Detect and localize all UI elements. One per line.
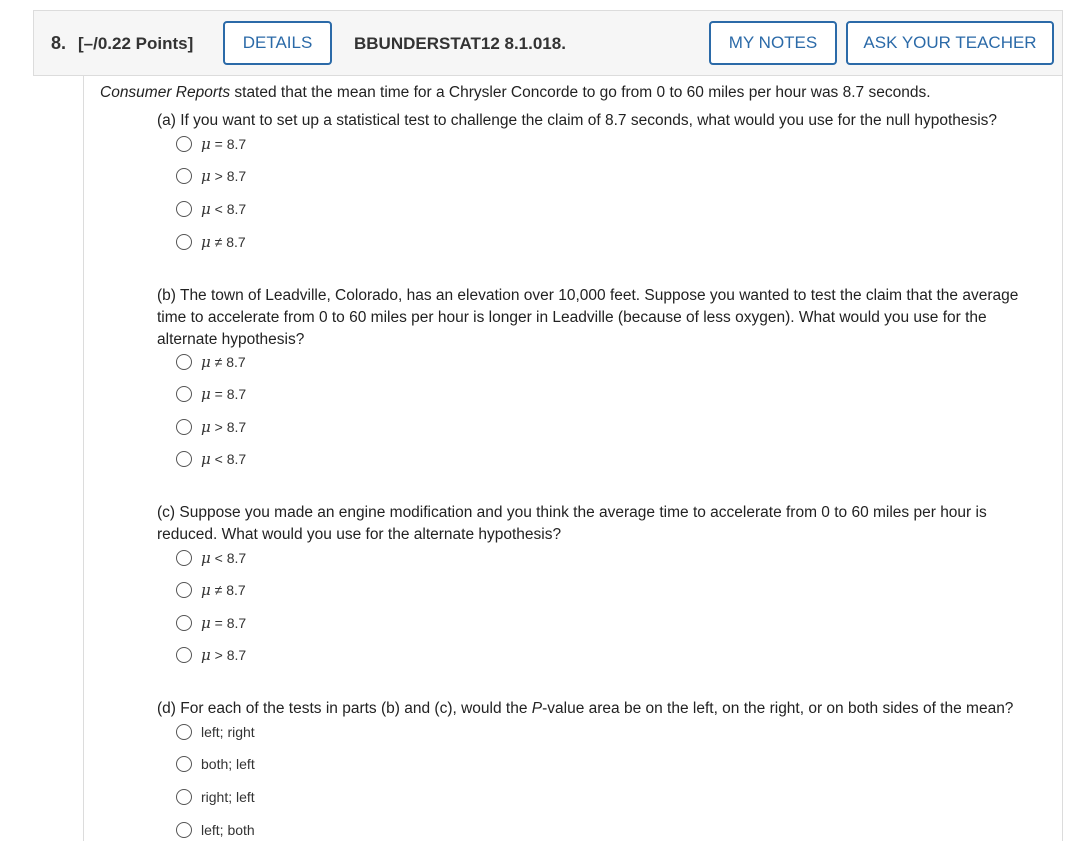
problem-id: BBUNDERSTAT12 8.1.018. — [354, 34, 566, 53]
prompt-text: (d) For each of the tests in parts (b) and (c), would the — [157, 700, 532, 717]
radio-button[interactable] — [176, 647, 192, 663]
mu-symbol: μ — [201, 418, 211, 436]
intro-text: stated that the mean time for a Chrysler Concorde to go from 0 to 60 miles per hour was 8.7 seconds. — [230, 84, 931, 101]
part-d-prompt — [157, 698, 1037, 720]
mu-symbol: μ — [201, 581, 211, 599]
part-a-option[interactable] — [176, 133, 376, 155]
radio-button[interactable] — [176, 419, 192, 435]
radio-button[interactable] — [176, 386, 192, 402]
part-a-option[interactable] — [176, 165, 376, 187]
mu-symbol: μ — [201, 233, 211, 251]
radio-button[interactable] — [176, 582, 192, 598]
part-c-option[interactable] — [176, 612, 376, 634]
part-a-option[interactable] — [176, 231, 376, 253]
option-text: > 8.7 — [210, 647, 247, 663]
option-text: both; left — [201, 756, 255, 772]
p-symbol: P — [531, 700, 543, 717]
mu-symbol: μ — [201, 135, 211, 153]
option-text: < 8.7 — [210, 201, 247, 217]
part-c-option[interactable] — [176, 579, 376, 601]
mu-symbol: μ — [201, 167, 211, 185]
option-text: ≠ 8.7 — [210, 582, 246, 598]
part-c-option[interactable] — [176, 547, 376, 569]
radio-button[interactable] — [176, 550, 192, 566]
part-b-option[interactable] — [176, 448, 376, 470]
my-notes-button[interactable]: MY NOTES — [709, 21, 837, 65]
radio-button[interactable] — [176, 615, 192, 631]
option-text: > 8.7 — [210, 419, 247, 435]
points-label: [–/0.22 Points] — [78, 34, 194, 53]
option-text: < 8.7 — [210, 550, 247, 566]
mu-symbol: μ — [201, 614, 211, 632]
option-text: left; right — [201, 724, 255, 740]
part-a-prompt: (a) If you want to set up a statistical test to challenge the claim of 8.7 seconds, what would you use for the null hypothesis? — [157, 112, 998, 129]
question-content — [83, 76, 1063, 841]
radio-button[interactable] — [176, 201, 192, 217]
question-number: 8. — [51, 33, 67, 53]
mu-symbol: μ — [201, 353, 211, 371]
mu-symbol: μ — [201, 646, 211, 664]
source-name: Consumer Reports — [100, 84, 231, 101]
part-d-option[interactable] — [176, 819, 376, 841]
option-text: < 8.7 — [210, 451, 247, 467]
radio-button[interactable] — [176, 136, 192, 152]
radio-button[interactable] — [176, 234, 192, 250]
option-text: ≠ 8.7 — [210, 354, 246, 370]
mu-symbol: μ — [201, 200, 211, 218]
part-b-prompt: (b) The town of Leadville, Colorado, has an elevation over 10,000 feet. Suppose you wanted to test the claim that the average time to accelerate from 0 to 60 miles per hour is longer in Leadville (because of less oxygen). What would you use for the alternate hypothesis? — [157, 287, 1019, 348]
question-intro — [100, 84, 931, 102]
ask-teacher-button[interactable]: ASK YOUR TEACHER — [846, 21, 1054, 65]
part-d-option[interactable] — [176, 786, 376, 808]
part-c-prompt: (c) Suppose you made an engine modification and you think the average time to accelerate from 0 to 60 miles per hour is reduced. What would you use for the alternate hypothesis? — [157, 504, 987, 543]
part-b-option[interactable] — [176, 383, 376, 405]
part-b-option[interactable] — [176, 351, 376, 373]
details-button[interactable]: DETAILS — [223, 21, 332, 65]
part-d-option[interactable] — [176, 753, 376, 775]
option-text: = 8.7 — [210, 136, 247, 152]
mu-symbol: μ — [201, 549, 211, 567]
option-text: = 8.7 — [210, 615, 247, 631]
part-b-option[interactable] — [176, 416, 376, 438]
mu-symbol: μ — [201, 385, 211, 403]
radio-button[interactable] — [176, 756, 192, 772]
prompt-text: -value area be on the left, on the right, or on both sides of the mean? — [542, 700, 1014, 717]
radio-button[interactable] — [176, 789, 192, 805]
radio-button[interactable] — [176, 724, 192, 740]
part-c-option[interactable] — [176, 644, 376, 666]
option-text: > 8.7 — [210, 168, 247, 184]
option-text: right; left — [201, 789, 255, 805]
option-text: = 8.7 — [210, 386, 247, 402]
mu-symbol: μ — [201, 450, 211, 468]
option-text: ≠ 8.7 — [210, 234, 246, 250]
radio-button[interactable] — [176, 451, 192, 467]
radio-button[interactable] — [176, 822, 192, 838]
radio-button[interactable] — [176, 168, 192, 184]
part-d-option[interactable] — [176, 721, 376, 743]
question-header — [33, 10, 1063, 76]
part-a-option[interactable] — [176, 198, 376, 220]
radio-button[interactable] — [176, 354, 192, 370]
option-text: left; both — [201, 822, 255, 838]
